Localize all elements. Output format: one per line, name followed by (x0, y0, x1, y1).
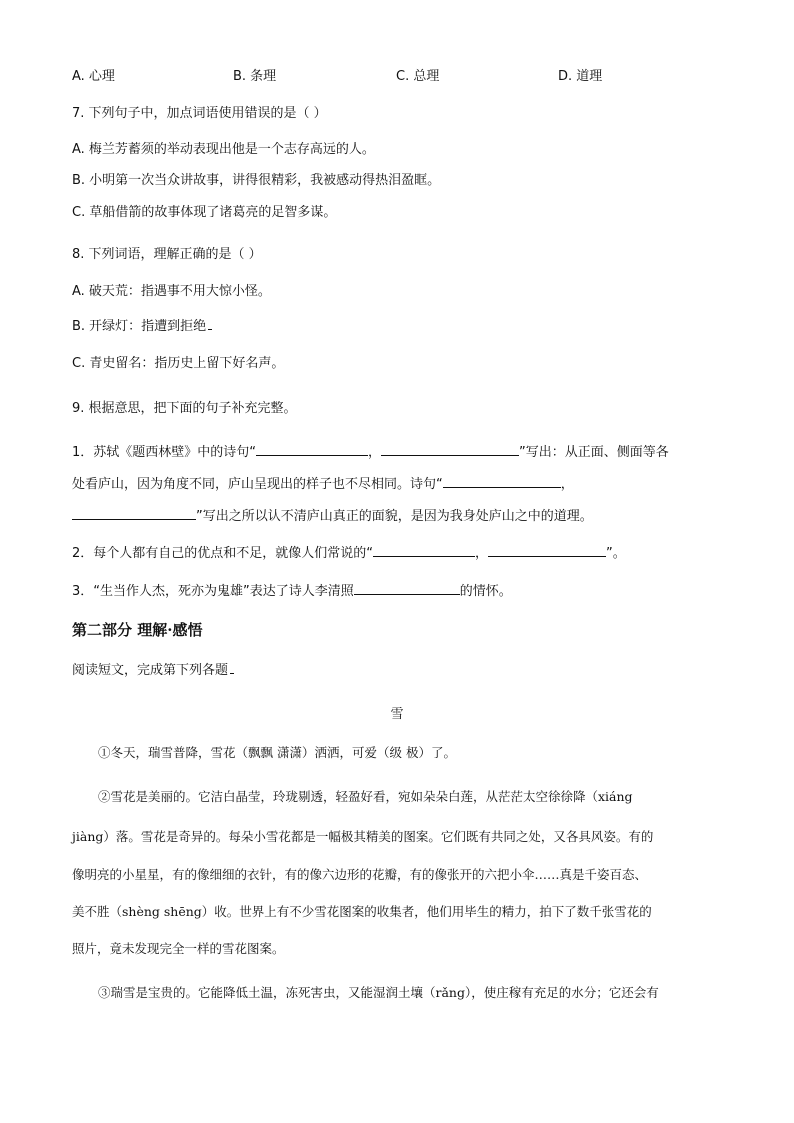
essay-paragraph-2-line1: ②雪花是美丽的。它洁白晶莹，玲珑剔透，轻盈好看，宛如朵朵白莲，从茫茫太空徐徐降（xiáng (98, 789, 633, 804)
q7-option-c: C. 草船借箭的故事体现了诸葛亮的足智多谋。 (72, 205, 337, 220)
q8-option-a: A. 破天荒：指遇事不用大惊小怪。 (72, 284, 271, 299)
q9-item1-line1 (72, 442, 669, 462)
essay-paragraph-1: ①冬天，瑞雪普降，雪花（飘飘 潇潇）洒洒，可爱（级 极）了。 (98, 745, 456, 760)
essay-paragraph-2-line2: jiàng）落。雪花是奇异的。每朵小雪花都是一幅极其精美的图案。它们既有共同之处，又各具风姿。有的 (72, 829, 654, 844)
q9-item1-text-b: ”写出：从正面、侧面等各 (519, 445, 669, 460)
answer-blank[interactable] (488, 543, 606, 557)
essay-paragraph-3-line1: ③瑞雪是宝贵的。它能降低土温，冻死害虫，又能湿润土壤（rǎng），使庄稼有充足的水分；它还会有 (98, 985, 659, 1000)
q7-option-b: B. 小明第一次当众讲故事，讲得很精彩，我被感动得热泪盈眶。 (72, 173, 441, 188)
q8-stem: 8. 下列词语，理解正确的是（ ） (72, 247, 262, 262)
underline-mark (208, 329, 212, 330)
q6-option-c: C. 总理 (396, 69, 440, 84)
answer-blank[interactable] (381, 442, 519, 456)
q9-item1-text-a: 1．苏轼《题西林壁》中的诗句“ (72, 445, 257, 460)
essay-paragraph-2-line4: 美不胜（shèng shēng）收。世界上有不少雪花图案的收集者，他们用毕生的精力，拍下了数千张雪花的 (72, 904, 652, 919)
q9-item3-text-a: 3．“生当作人杰，死亦为鬼雄”表达了诗人李清照 (72, 584, 354, 599)
q9-item1-line3 (72, 506, 593, 526)
essay-paragraph-2-line3: 像明亮的小星星，有的像细细的衣针，有的像六边形的花瓣，有的像张开的六把小伞……真是千姿百态、 (72, 867, 648, 882)
answer-blank[interactable] (373, 543, 475, 557)
reading-instruction-text: 阅读短文，完成第下列各题 (72, 663, 229, 678)
q9-item1-line2 (72, 474, 574, 494)
q8-option-b-text: B. 开绿灯：指遭到拒绝 (72, 319, 207, 334)
answer-blank[interactable] (443, 474, 561, 488)
q9-item1-sep2: ， (560, 477, 574, 492)
essay-title: 雪 (390, 707, 404, 722)
q9-stem: 9. 根据意思，把下面的句子补充完整。 (72, 401, 297, 416)
q8-option-c: C. 青史留名：指历史上留下好名声。 (72, 356, 285, 371)
reading-instruction (72, 662, 234, 680)
answer-blank[interactable] (256, 442, 368, 456)
q6-option-a: A. 心理 (72, 69, 115, 84)
underline-mark (230, 673, 234, 674)
section-heading: 第二部分 理解·感悟 (72, 621, 203, 639)
q9-item2 (72, 543, 626, 563)
q9-item2-sep: ， (475, 546, 489, 561)
q9-item3 (72, 581, 512, 601)
q7-stem: 7. 下列句子中，加点词语使用错误的是（ ） (72, 106, 327, 121)
q9-item2-text-b: ”。 (606, 546, 626, 561)
essay-paragraph-2-line5: 照片，竟未发现完全一样的雪花图案。 (72, 941, 285, 956)
answer-blank[interactable] (354, 581, 460, 595)
q9-item1-sep: ， (368, 445, 382, 460)
q9-item2-text-a: 2．每个人都有自己的优点和不足，就像人们常说的“ (72, 546, 374, 561)
q9-item1-text-c: 处看庐山，因为角度不同，庐山呈现出的样子也不尽相同。诗句“ (72, 477, 443, 492)
q6-option-b: B. 条理 (233, 69, 277, 84)
q6-option-d: D. 道理 (558, 69, 603, 84)
q7-option-a: A. 梅兰芳蓄须的举动表现出他是一个志存高远的人。 (72, 142, 375, 157)
q9-item3-text-b: 的情怀。 (459, 584, 512, 599)
answer-blank[interactable] (72, 506, 196, 520)
q9-item1-text-e: ”写出之所以认不清庐山真正的面貌，是因为我身处庐山之中的道理。 (196, 509, 593, 524)
q8-option-b (72, 318, 212, 336)
